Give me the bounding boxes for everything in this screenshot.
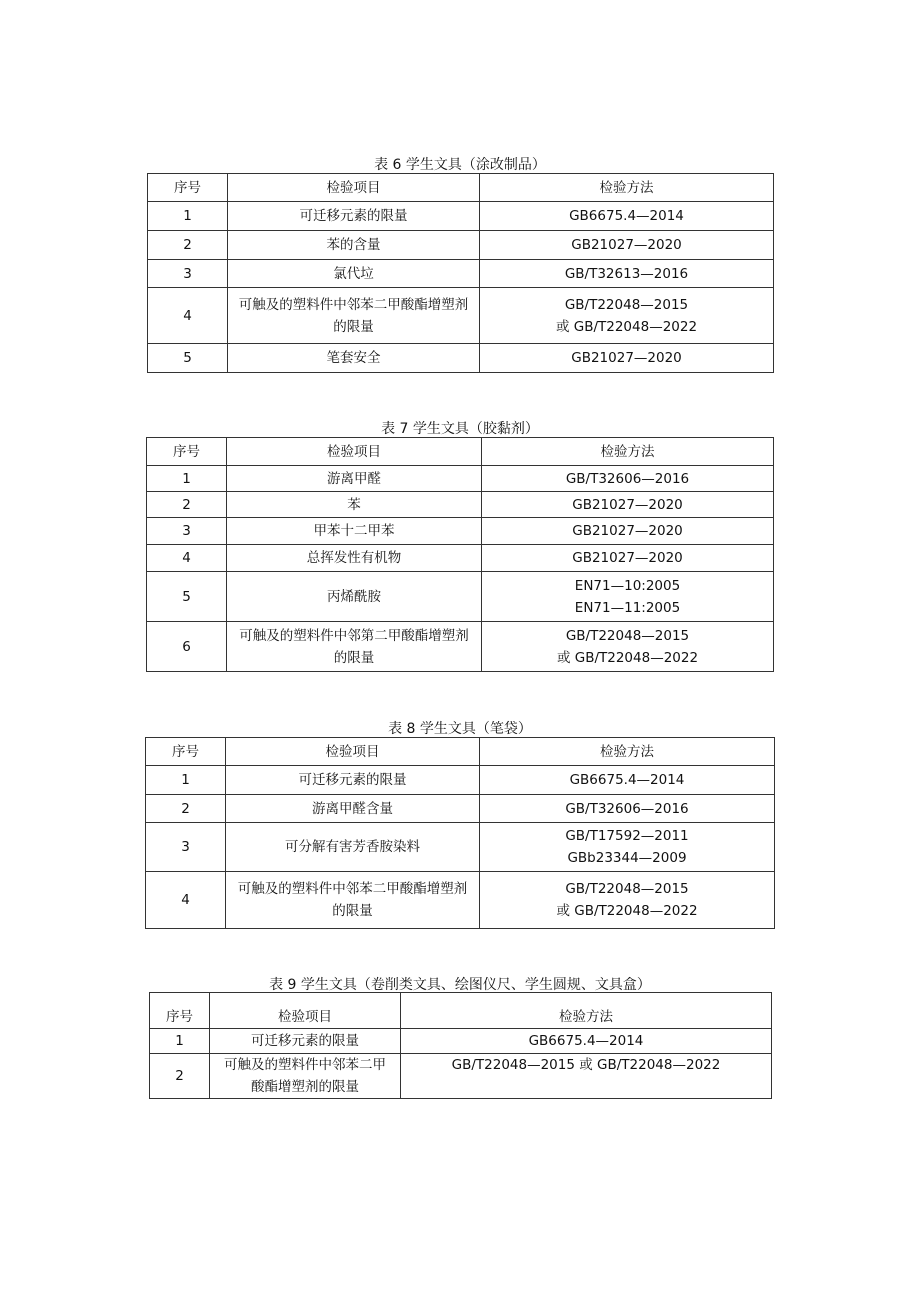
item-line: 酸酯增塑剂的限量 (251, 1079, 359, 1095)
inspection-item: 甲苯十二甲苯 (227, 518, 482, 545)
inspection-item: 苯 (227, 492, 482, 518)
table-row (147, 572, 774, 622)
table-8 (145, 737, 775, 929)
method-line: EN71—10:2005 (574, 577, 681, 594)
method-line: 或 GB/T22048—2022 (556, 903, 698, 919)
row-number: 5 (148, 344, 228, 373)
table-6 (147, 173, 774, 373)
table-row (148, 344, 774, 373)
item-line: 的限量 (333, 649, 375, 666)
inspection-method: GB/T22048—2015 或 GB/T22048—2022 (401, 1054, 772, 1099)
inspection-item: 可迁移元素的限量 (226, 766, 480, 795)
row-number: 3 (146, 823, 226, 872)
inspection-method (482, 572, 774, 622)
inspection-item: 游离甲醛 (227, 466, 482, 492)
header-cell: 序号 (150, 993, 210, 1029)
row-number: 1 (150, 1029, 210, 1054)
row-number: 1 (147, 466, 227, 492)
method-line: GB/T17592—2011 (565, 828, 689, 844)
item-line: 可触及的塑料件中邻苯二甲酸酯增塑剂 (238, 296, 469, 313)
header-cell: 检验项目 (227, 438, 482, 466)
row-number: 3 (148, 260, 228, 288)
table-9 (149, 992, 772, 1099)
inspection-method: GB/T32613—2016 (480, 260, 774, 288)
inspection-item (228, 288, 480, 344)
table-row (147, 492, 774, 518)
item-line: 可触及的塑料件中邻苯二甲 (224, 1057, 386, 1073)
inspection-method: GB6675.4—2014 (480, 202, 774, 231)
table-row (146, 795, 775, 823)
row-number: 6 (147, 622, 227, 672)
row-number: 4 (148, 288, 228, 344)
item-line: 可触及的塑料件中邻苯二甲酸酯增塑剂 (237, 881, 468, 897)
table-header-row (147, 438, 774, 466)
inspection-item: 总挥发性有机物 (227, 545, 482, 572)
inspection-item: 笔套安全 (228, 344, 480, 373)
inspection-method (482, 622, 774, 672)
header-cell: 检验方法 (480, 174, 774, 202)
table-header-row (148, 174, 774, 202)
table-row (148, 202, 774, 231)
row-number: 1 (146, 766, 226, 795)
inspection-method: GB/T32606—2016 (480, 795, 775, 823)
inspection-method: GB6675.4—2014 (401, 1029, 772, 1054)
method-line: GB/T22048—2015 (565, 627, 690, 644)
header-cell: 检验项目 (226, 738, 480, 766)
table-7 (146, 437, 774, 672)
inspection-item (227, 622, 482, 672)
item-line: 可触及的塑料件中邻第二甲酸酯增塑剂 (239, 627, 469, 644)
inspection-method: GB21027—2020 (482, 492, 774, 518)
method-line: GBb23344—2009 (567, 850, 687, 866)
table-row (147, 466, 774, 492)
table-8-caption: 表 8 学生文具（笔袋） (388, 721, 532, 737)
inspection-item (210, 1054, 401, 1099)
table-row (146, 823, 775, 872)
header-cell: 检验项目 (210, 993, 401, 1029)
inspection-method: GB21027—2020 (482, 545, 774, 572)
row-number: 4 (147, 545, 227, 572)
inspection-item: 氯代垃 (228, 260, 480, 288)
row-number: 2 (150, 1054, 210, 1099)
item-line: 的限量 (332, 903, 373, 919)
header-cell: 检验方法 (401, 993, 772, 1029)
inspection-method (480, 872, 775, 929)
method-line: GB/T22048—2015 (565, 881, 689, 897)
inspection-item: 丙烯酰胺 (227, 572, 482, 622)
header-cell: 序号 (147, 438, 227, 466)
inspection-method (480, 823, 775, 872)
row-number: 3 (147, 518, 227, 545)
inspection-method: GB21027—2020 (480, 344, 774, 373)
header-cell: 检验方法 (482, 438, 774, 466)
inspection-item: 游离甲醛含量 (226, 795, 480, 823)
header-cell: 检验方法 (480, 738, 775, 766)
table-7-caption: 表 7 学生文具（胶黏剂） (381, 421, 539, 437)
inspection-item: 可分解有害芳香胺染料 (226, 823, 480, 872)
inspection-item: 可迁移元素的限量 (228, 202, 480, 231)
inspection-item: 苯的含量 (228, 231, 480, 260)
table-row (150, 1054, 772, 1099)
method-line: EN71—11:2005 (574, 599, 681, 616)
table-row (147, 518, 774, 545)
inspection-item (226, 872, 480, 929)
row-number: 2 (148, 231, 228, 260)
table-header-row (146, 738, 775, 766)
table-9-caption: 表 9 学生文具（卷削类文具、绘图仪尺、学生圆规、文具盒） (269, 977, 651, 993)
inspection-method: GB6675.4—2014 (480, 766, 775, 795)
inspection-method (480, 288, 774, 344)
table-row (147, 622, 774, 672)
method-line: 或 GB/T22048—2022 (555, 318, 698, 335)
method-line: GB/T22048—2015 (564, 296, 689, 313)
table-row (148, 288, 774, 344)
row-number: 1 (148, 202, 228, 231)
row-number: 2 (146, 795, 226, 823)
inspection-method: GB21027—2020 (482, 518, 774, 545)
table-header-row (150, 993, 772, 1029)
inspection-item: 可迁移元素的限量 (210, 1029, 401, 1054)
row-number: 2 (147, 492, 227, 518)
inspection-method: GB/T32606—2016 (482, 466, 774, 492)
item-line: 的限量 (333, 318, 374, 335)
table-row (148, 231, 774, 260)
table-row (147, 545, 774, 572)
header-cell: 序号 (146, 738, 226, 766)
header-cell: 序号 (148, 174, 228, 202)
row-number: 5 (147, 572, 227, 622)
table-row (146, 872, 775, 929)
inspection-method: GB21027—2020 (480, 231, 774, 260)
header-cell: 检验项目 (228, 174, 480, 202)
table-row (146, 766, 775, 795)
table-row (150, 1029, 772, 1054)
table-6-caption: 表 6 学生文具（涂改制品） (374, 157, 546, 173)
row-number: 4 (146, 872, 226, 929)
method-line: 或 GB/T22048—2022 (556, 649, 699, 666)
table-row (148, 260, 774, 288)
